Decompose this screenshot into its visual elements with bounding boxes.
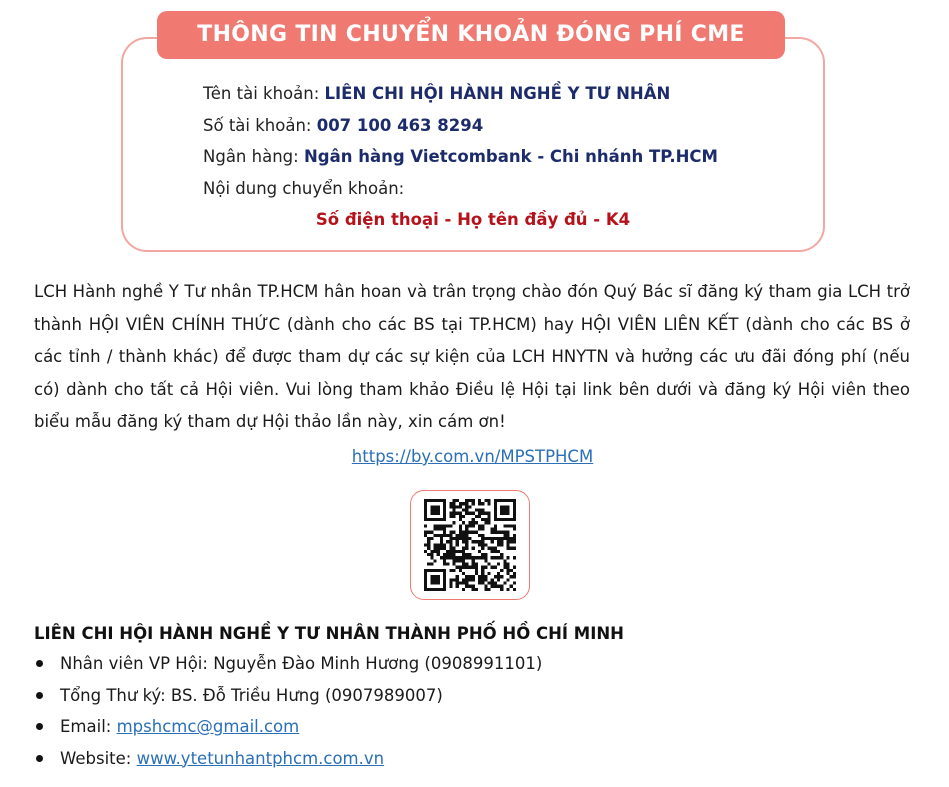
bank-value: Ngân hàng Vietcombank - Chi nhánh TP.HCM [303, 147, 718, 166]
account-name-label: Tên tài khoản: [203, 84, 320, 103]
bullet-icon [36, 755, 43, 762]
email-link[interactable]: mpshcmc@gmail.com [116, 717, 300, 736]
contact-secretary [34, 682, 914, 714]
contact-office-staff-text: Nhân viên VP Hội: Nguyễn Đào Minh Hương (0908991101) [60, 654, 543, 673]
contact-email [34, 713, 914, 745]
account-name-row [203, 81, 803, 113]
bullet-icon [36, 692, 43, 699]
bullet-icon [36, 660, 43, 667]
bank-row [203, 144, 803, 176]
contact-list [34, 650, 914, 776]
transfer-content-row [203, 176, 803, 208]
email-label: Email: [60, 717, 117, 736]
bank-label: Ngân hàng: [203, 147, 299, 166]
website-link[interactable]: www.ytetunhantphcm.com.vn [136, 748, 385, 768]
account-number-label: Số tài khoản: [203, 115, 312, 135]
qr-code-icon[interactable] [424, 499, 516, 591]
transfer-content-label: Nội dung chuyển khoản: [203, 178, 405, 198]
charter-link-row [0, 444, 945, 470]
bullet-icon [36, 723, 43, 730]
account-name-value: LIÊN CHI HỘI HÀNH NGHỀ Y TƯ NHÂN [324, 84, 671, 103]
contact-secretary-text: Tổng Thư ký: BS. Đỗ Triều Hưng (0907989007) [60, 685, 443, 705]
account-number-row [203, 113, 803, 145]
contact-website [34, 745, 914, 777]
org-title: LIÊN CHI HỘI HÀNH NGHỀ Y TƯ NHÂN THÀNH PHỐ HỒ CHÍ MINH [34, 624, 624, 643]
intro-paragraph: LCH Hành nghề Y Tư nhân TP.HCM hân hoan và trân trọng chào đón Quý Bác sĩ đăng ký tham gia LCH trở thành HỘI VIÊN CHÍNH THỨC (dành cho các BS tại TP.HCM) hay HỘI VIÊN LIÊN KẾT (dành cho các BS ở các tỉnh / thành khác) để được tham dự các sự kiện của LCH HNYTN và hưởng các ưu đãi đóng phí (nếu có) dành cho tất cả Hội viên. Vui lòng tham khảo Điều lệ Hội tại link bên dưới và đăng ký Hội viên theo biểu mẫu đăng ký tham dự Hội thảo lần này, xin cám ơn! [34, 282, 910, 431]
bank-info-lines [203, 81, 803, 207]
website-label: Website: [60, 748, 137, 768]
bank-info-header: THÔNG TIN CHUYỂN KHOẢN ĐÓNG PHÍ CME [157, 11, 785, 59]
contact-office-staff [34, 650, 914, 682]
transfer-content-value: Số điện thoại - Họ tên đầy đủ - K4 [315, 210, 631, 229]
account-number-value: 007 100 463 8294 [316, 115, 484, 135]
charter-link[interactable]: https://by.com.vn/MPSTPHCM [351, 447, 594, 466]
